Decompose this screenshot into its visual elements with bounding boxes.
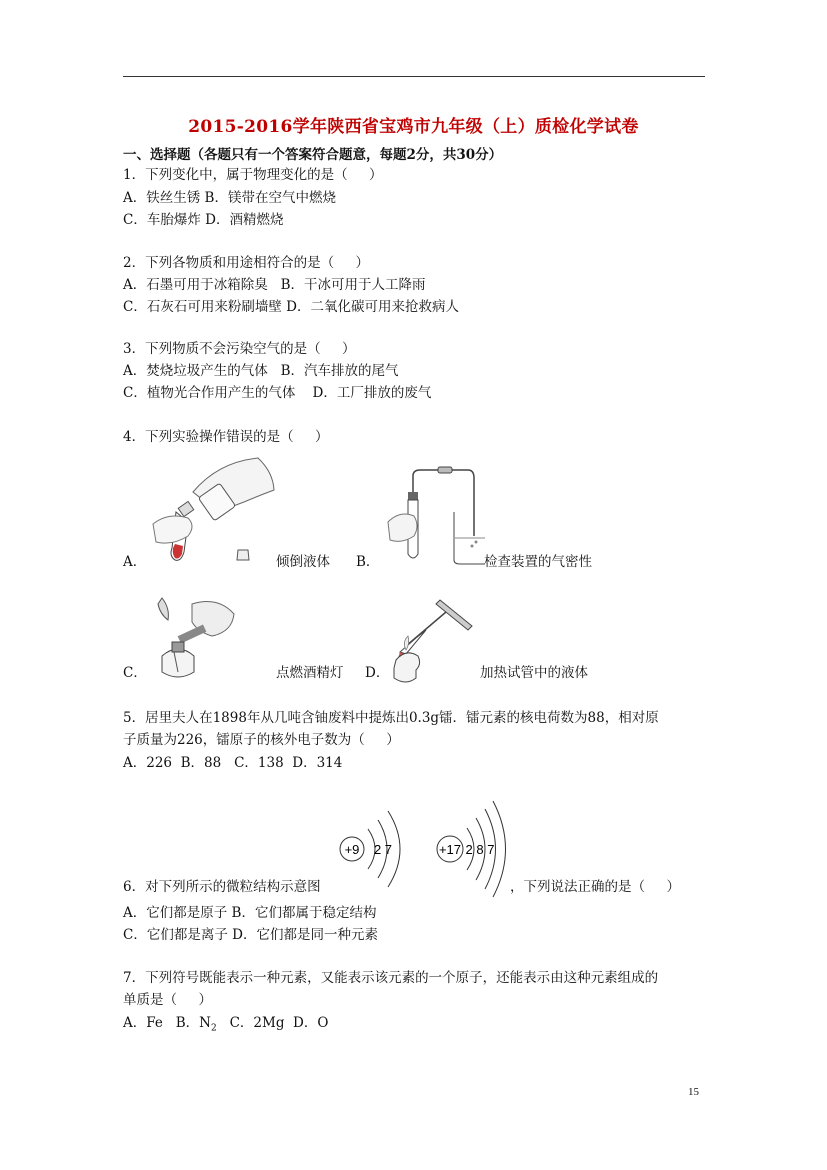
q6-options-ab: A．它们都是原子 B．它们都属于稳定结构 — [123, 905, 377, 921]
q1-options-ab: A．铁丝生锈 B．镁带在空气中燃烧 — [123, 190, 336, 206]
q2-options-ab: A．石墨可用于冰箱除臭 B．干冰可用于人工降雨 — [123, 277, 426, 293]
q1-stem: 1．下列变化中，属于物理变化的是（ ） — [123, 167, 383, 183]
q4-option-b-text: 检查装置的气密性 — [484, 554, 592, 570]
fluorine-atom-diagram — [340, 811, 400, 887]
q3-options-cd: C．植物光合作用产生的气体 D．工厂排放的废气 — [123, 385, 432, 401]
q1-options-cd: C．车胎爆炸 D．酒精燃烧 — [123, 212, 284, 228]
q7-options-ab: A．Fe B．N — [123, 1015, 211, 1031]
q4-option-b-letter: B． — [356, 554, 380, 570]
atom2-nucleus: +17 — [438, 842, 462, 857]
pouring-liquid-illustration — [148, 452, 283, 570]
q7-stem-line1: 7．下列符号既能表示一种元素，又能表示该元素的一个原子，还能表示由这种元素组成的 — [123, 970, 659, 986]
q5-stem-line1: 5．居里夫人在1898年从几吨含铀废料中提炼出0.3g镭．镭元素的核电荷数为88，相对原 — [123, 710, 659, 726]
q2-stem: 2．下列各物质和用途相符合的是（ ） — [123, 255, 370, 271]
airtightness-check-illustration — [380, 466, 485, 570]
q5-options: A．226 B．88 C．138 D．314 — [123, 755, 343, 771]
heating-test-tube-illustration — [386, 598, 474, 684]
page-number: 15 — [688, 1086, 699, 1098]
q3-stem: 3．下列物质不会污染空气的是（ ） — [123, 341, 356, 357]
q7-subscript: 2 — [210, 1023, 217, 1034]
header-rule — [123, 76, 705, 77]
chlorine-atom-diagram — [437, 801, 506, 897]
q4-stem: 4．下列实验操作错误的是（ ） — [123, 429, 329, 445]
atomic-structure-diagrams — [330, 798, 510, 902]
q4-option-d-letter: D． — [365, 665, 390, 681]
q7-stem-line2: 单质是（ ） — [123, 992, 212, 1008]
q4-option-a-text: 倾倒液体 — [276, 554, 330, 570]
q7-options — [123, 1014, 328, 1038]
q4-option-a-letter: A． — [123, 554, 147, 570]
atom1-shells: 2 7 — [373, 842, 393, 857]
q5-stem-line2: 子质量为226，镭原子的核外电子数为（ ） — [123, 732, 400, 748]
q6-stem-left: 6．对下列所示的微粒结构示意图 — [123, 879, 321, 895]
q3-options-ab: A．焚烧垃圾产生的气体 B．汽车排放的尾气 — [123, 363, 399, 379]
section-heading: 一、选择题（各题只有一个答案符合题意，每题2分，共30分） — [123, 147, 503, 163]
q7-options-cd: C．2Mg D．O — [216, 1015, 329, 1031]
q6-options-cd: C．它们都是离子 D．它们都是同一种元素 — [123, 927, 378, 943]
q4-option-c-text: 点燃酒精灯 — [276, 665, 344, 681]
atom2-shells: 2 8 7 — [465, 842, 495, 857]
q4-option-c-letter: C． — [123, 665, 147, 681]
atom1-nucleus: +9 — [344, 842, 360, 857]
q6-stem-right: ，下列说法正确的是（ ） — [510, 879, 680, 895]
q2-options-cd: C．石灰石可用来粉刷墙壁 D．二氧化碳可用来抢救病人 — [123, 299, 459, 315]
q4-option-d-text: 加热试管中的液体 — [480, 665, 588, 681]
page-title: 2015-2016学年陕西省宝鸡市九年级（上）质检化学试卷 — [188, 117, 639, 137]
lighting-alcohol-lamp-illustration — [148, 592, 238, 684]
